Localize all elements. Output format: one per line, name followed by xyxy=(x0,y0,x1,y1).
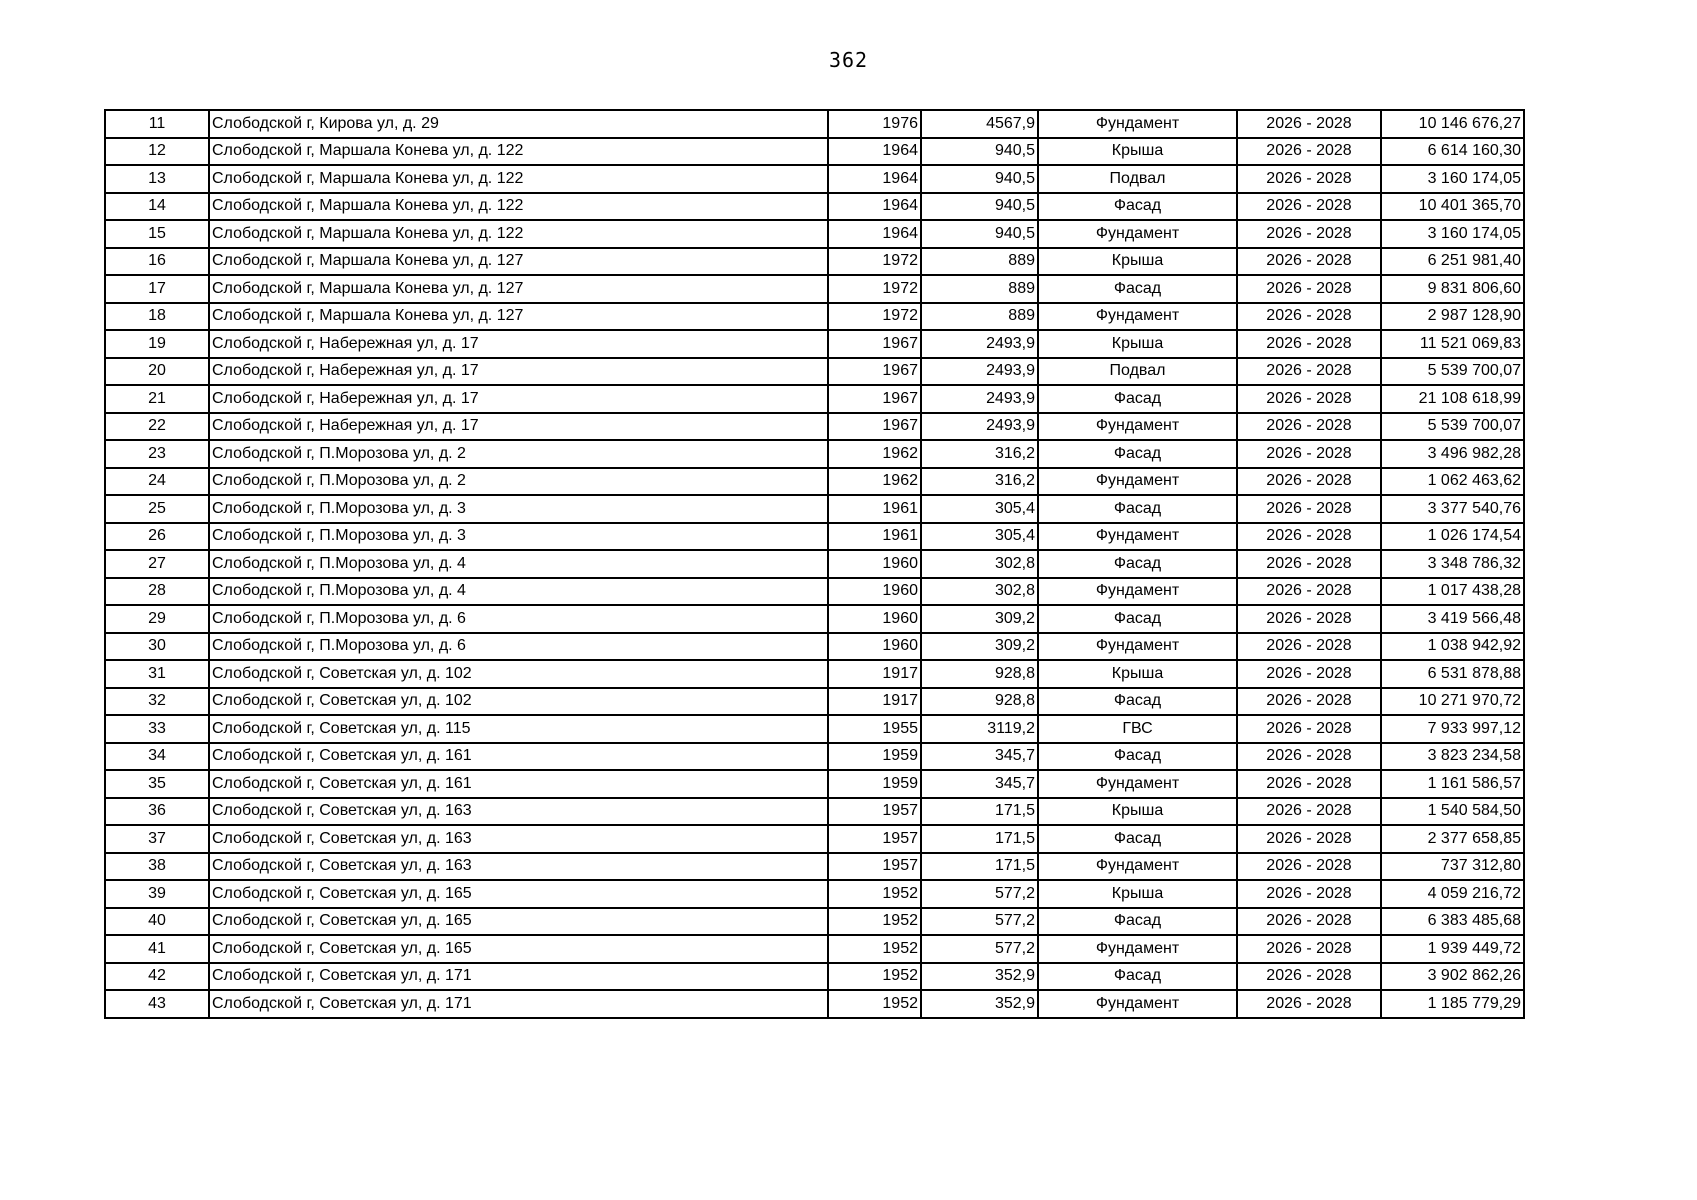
year-cell: 1972 xyxy=(828,275,921,303)
address-cell: Слободской г, П.Морозова ул, д. 3 xyxy=(209,495,828,523)
work-type-cell: Фундамент xyxy=(1038,633,1237,661)
row-number: 36 xyxy=(105,798,209,826)
year-cell: 1972 xyxy=(828,248,921,276)
row-number: 33 xyxy=(105,715,209,743)
address-cell: Слободской г, Маршала Конева ул, д. 122 xyxy=(209,220,828,248)
period-cell: 2026 - 2028 xyxy=(1237,550,1381,578)
work-type-cell: Фасад xyxy=(1038,688,1237,716)
area-cell: 940,5 xyxy=(921,193,1038,221)
address-cell: Слободской г, Маршала Конева ул, д. 127 xyxy=(209,248,828,276)
row-number: 14 xyxy=(105,193,209,221)
cost-cell: 737 312,80 xyxy=(1381,853,1524,881)
table-row xyxy=(105,468,1524,496)
row-number: 26 xyxy=(105,523,209,551)
period-cell: 2026 - 2028 xyxy=(1237,825,1381,853)
table-row xyxy=(105,798,1524,826)
area-cell: 171,5 xyxy=(921,825,1038,853)
year-cell: 1952 xyxy=(828,963,921,991)
cost-cell: 9 831 806,60 xyxy=(1381,275,1524,303)
row-number: 31 xyxy=(105,660,209,688)
table-row xyxy=(105,605,1524,633)
area-cell: 302,8 xyxy=(921,578,1038,606)
cost-cell: 3 496 982,28 xyxy=(1381,440,1524,468)
table-row xyxy=(105,440,1524,468)
period-cell: 2026 - 2028 xyxy=(1237,715,1381,743)
work-type-cell: Фасад xyxy=(1038,275,1237,303)
cost-cell: 6 531 878,88 xyxy=(1381,660,1524,688)
table-row xyxy=(105,248,1524,276)
row-number: 23 xyxy=(105,440,209,468)
table-row xyxy=(105,825,1524,853)
address-cell: Слободской г, Маршала Конева ул, д. 122 xyxy=(209,138,828,166)
year-cell: 1967 xyxy=(828,413,921,441)
address-cell: Слободской г, Советская ул, д. 163 xyxy=(209,853,828,881)
cost-cell: 10 401 365,70 xyxy=(1381,193,1524,221)
cost-cell: 2 377 658,85 xyxy=(1381,825,1524,853)
work-type-cell: Фасад xyxy=(1038,440,1237,468)
table-row xyxy=(105,358,1524,386)
work-type-cell: Фасад xyxy=(1038,495,1237,523)
year-cell: 1964 xyxy=(828,138,921,166)
table-row xyxy=(105,193,1524,221)
year-cell: 1959 xyxy=(828,770,921,798)
row-number: 12 xyxy=(105,138,209,166)
area-cell: 928,8 xyxy=(921,688,1038,716)
address-cell: Слободской г, Кирова ул, д. 29 xyxy=(209,110,828,138)
area-cell: 3119,2 xyxy=(921,715,1038,743)
period-cell: 2026 - 2028 xyxy=(1237,578,1381,606)
address-cell: Слободской г, Советская ул, д. 163 xyxy=(209,798,828,826)
period-cell: 2026 - 2028 xyxy=(1237,990,1381,1018)
work-type-cell: Фасад xyxy=(1038,193,1237,221)
cost-cell: 7 933 997,12 xyxy=(1381,715,1524,743)
work-type-cell: Фундамент xyxy=(1038,853,1237,881)
row-number: 35 xyxy=(105,770,209,798)
period-cell: 2026 - 2028 xyxy=(1237,633,1381,661)
table-row xyxy=(105,990,1524,1018)
year-cell: 1960 xyxy=(828,578,921,606)
period-cell: 2026 - 2028 xyxy=(1237,605,1381,633)
area-cell: 352,9 xyxy=(921,990,1038,1018)
period-cell: 2026 - 2028 xyxy=(1237,468,1381,496)
period-cell: 2026 - 2028 xyxy=(1237,330,1381,358)
table-row xyxy=(105,523,1524,551)
cost-cell: 3 823 234,58 xyxy=(1381,743,1524,771)
period-cell: 2026 - 2028 xyxy=(1237,853,1381,881)
work-type-cell: Фасад xyxy=(1038,825,1237,853)
table-row xyxy=(105,880,1524,908)
cost-cell: 6 614 160,30 xyxy=(1381,138,1524,166)
row-number: 37 xyxy=(105,825,209,853)
period-cell: 2026 - 2028 xyxy=(1237,440,1381,468)
address-cell: Слободской г, Советская ул, д. 165 xyxy=(209,908,828,936)
work-type-cell: Крыша xyxy=(1038,660,1237,688)
row-number: 39 xyxy=(105,880,209,908)
cost-cell: 1 017 438,28 xyxy=(1381,578,1524,606)
period-cell: 2026 - 2028 xyxy=(1237,138,1381,166)
year-cell: 1952 xyxy=(828,935,921,963)
work-type-cell: Фасад xyxy=(1038,385,1237,413)
table-row xyxy=(105,138,1524,166)
period-cell: 2026 - 2028 xyxy=(1237,798,1381,826)
table-row xyxy=(105,165,1524,193)
work-type-cell: Фундамент xyxy=(1038,990,1237,1018)
period-cell: 2026 - 2028 xyxy=(1237,385,1381,413)
table-row xyxy=(105,110,1524,138)
year-cell: 1960 xyxy=(828,633,921,661)
table-row xyxy=(105,743,1524,771)
address-cell: Слободской г, П.Морозова ул, д. 6 xyxy=(209,605,828,633)
work-type-cell: Крыша xyxy=(1038,248,1237,276)
area-cell: 2493,9 xyxy=(921,385,1038,413)
row-number: 28 xyxy=(105,578,209,606)
area-cell: 2493,9 xyxy=(921,330,1038,358)
work-type-cell: Фундамент xyxy=(1038,303,1237,331)
work-type-cell: Фундамент xyxy=(1038,413,1237,441)
work-type-cell: Фасад xyxy=(1038,963,1237,991)
row-number: 24 xyxy=(105,468,209,496)
year-cell: 1957 xyxy=(828,825,921,853)
area-cell: 928,8 xyxy=(921,660,1038,688)
address-cell: Слободской г, П.Морозова ул, д. 6 xyxy=(209,633,828,661)
address-cell: Слободской г, Маршала Конева ул, д. 127 xyxy=(209,303,828,331)
work-type-cell: Крыша xyxy=(1038,798,1237,826)
address-cell: Слободской г, Маршала Конева ул, д. 127 xyxy=(209,275,828,303)
year-cell: 1962 xyxy=(828,468,921,496)
area-cell: 940,5 xyxy=(921,138,1038,166)
year-cell: 1964 xyxy=(828,193,921,221)
year-cell: 1955 xyxy=(828,715,921,743)
address-cell: Слободской г, Советская ул, д. 115 xyxy=(209,715,828,743)
row-number: 32 xyxy=(105,688,209,716)
cost-cell: 21 108 618,99 xyxy=(1381,385,1524,413)
period-cell: 2026 - 2028 xyxy=(1237,110,1381,138)
row-number: 22 xyxy=(105,413,209,441)
year-cell: 1972 xyxy=(828,303,921,331)
work-type-cell: Крыша xyxy=(1038,880,1237,908)
period-cell: 2026 - 2028 xyxy=(1237,523,1381,551)
table-row xyxy=(105,908,1524,936)
work-type-cell: Крыша xyxy=(1038,138,1237,166)
area-cell: 940,5 xyxy=(921,220,1038,248)
period-cell: 2026 - 2028 xyxy=(1237,880,1381,908)
cost-cell: 1 062 463,62 xyxy=(1381,468,1524,496)
address-cell: Слободской г, Советская ул, д. 161 xyxy=(209,770,828,798)
cost-cell: 1 540 584,50 xyxy=(1381,798,1524,826)
row-number: 11 xyxy=(105,110,209,138)
area-cell: 309,2 xyxy=(921,633,1038,661)
area-cell: 171,5 xyxy=(921,798,1038,826)
year-cell: 1967 xyxy=(828,330,921,358)
row-number: 25 xyxy=(105,495,209,523)
table-row xyxy=(105,550,1524,578)
period-cell: 2026 - 2028 xyxy=(1237,743,1381,771)
table-row xyxy=(105,935,1524,963)
row-number: 20 xyxy=(105,358,209,386)
area-cell: 4567,9 xyxy=(921,110,1038,138)
address-cell: Слободской г, Советская ул, д. 161 xyxy=(209,743,828,771)
cost-cell: 6 251 981,40 xyxy=(1381,248,1524,276)
area-cell: 305,4 xyxy=(921,523,1038,551)
area-cell: 577,2 xyxy=(921,908,1038,936)
period-cell: 2026 - 2028 xyxy=(1237,935,1381,963)
row-number: 17 xyxy=(105,275,209,303)
address-cell: Слободской г, Советская ул, д. 165 xyxy=(209,935,828,963)
area-cell: 2493,9 xyxy=(921,413,1038,441)
cost-cell: 1 161 586,57 xyxy=(1381,770,1524,798)
area-cell: 309,2 xyxy=(921,605,1038,633)
address-cell: Слободской г, Маршала Конева ул, д. 122 xyxy=(209,165,828,193)
period-cell: 2026 - 2028 xyxy=(1237,688,1381,716)
work-type-cell: Фундамент xyxy=(1038,468,1237,496)
work-type-cell: Крыша xyxy=(1038,330,1237,358)
table-row xyxy=(105,385,1524,413)
work-type-cell: Подвал xyxy=(1038,165,1237,193)
row-number: 18 xyxy=(105,303,209,331)
work-type-cell: Фасад xyxy=(1038,908,1237,936)
area-cell: 352,9 xyxy=(921,963,1038,991)
address-cell: Слободской г, Маршала Конева ул, д. 122 xyxy=(209,193,828,221)
cost-cell: 1 185 779,29 xyxy=(1381,990,1524,1018)
area-cell: 2493,9 xyxy=(921,358,1038,386)
cost-cell: 3 160 174,05 xyxy=(1381,220,1524,248)
period-cell: 2026 - 2028 xyxy=(1237,495,1381,523)
area-cell: 940,5 xyxy=(921,165,1038,193)
area-cell: 345,7 xyxy=(921,770,1038,798)
table-row xyxy=(105,220,1524,248)
period-cell: 2026 - 2028 xyxy=(1237,303,1381,331)
row-number: 42 xyxy=(105,963,209,991)
work-type-cell: Фундамент xyxy=(1038,110,1237,138)
row-number: 16 xyxy=(105,248,209,276)
year-cell: 1962 xyxy=(828,440,921,468)
cost-cell: 10 146 676,27 xyxy=(1381,110,1524,138)
year-cell: 1917 xyxy=(828,688,921,716)
year-cell: 1960 xyxy=(828,550,921,578)
address-cell: Слободской г, П.Морозова ул, д. 2 xyxy=(209,468,828,496)
year-cell: 1961 xyxy=(828,495,921,523)
year-cell: 1952 xyxy=(828,990,921,1018)
work-type-cell: Фасад xyxy=(1038,605,1237,633)
row-number: 29 xyxy=(105,605,209,633)
table-row xyxy=(105,413,1524,441)
cost-cell: 3 902 862,26 xyxy=(1381,963,1524,991)
row-number: 19 xyxy=(105,330,209,358)
table-row xyxy=(105,660,1524,688)
period-cell: 2026 - 2028 xyxy=(1237,770,1381,798)
period-cell: 2026 - 2028 xyxy=(1237,660,1381,688)
year-cell: 1952 xyxy=(828,908,921,936)
year-cell: 1967 xyxy=(828,358,921,386)
year-cell: 1957 xyxy=(828,853,921,881)
year-cell: 1961 xyxy=(828,523,921,551)
cost-cell: 5 539 700,07 xyxy=(1381,413,1524,441)
year-cell: 1964 xyxy=(828,165,921,193)
cost-cell: 3 419 566,48 xyxy=(1381,605,1524,633)
year-cell: 1976 xyxy=(828,110,921,138)
address-cell: Слободской г, П.Морозова ул, д. 2 xyxy=(209,440,828,468)
address-cell: Слободской г, П.Морозова ул, д. 4 xyxy=(209,550,828,578)
address-cell: Слободской г, Набережная ул, д. 17 xyxy=(209,385,828,413)
work-type-cell: Фундамент xyxy=(1038,770,1237,798)
area-cell: 889 xyxy=(921,303,1038,331)
cost-cell: 3 348 786,32 xyxy=(1381,550,1524,578)
period-cell: 2026 - 2028 xyxy=(1237,275,1381,303)
address-cell: Слободской г, Советская ул, д. 163 xyxy=(209,825,828,853)
address-cell: Слободской г, Советская ул, д. 165 xyxy=(209,880,828,908)
area-cell: 345,7 xyxy=(921,743,1038,771)
row-number: 38 xyxy=(105,853,209,881)
table-row xyxy=(105,688,1524,716)
table-row xyxy=(105,578,1524,606)
row-number: 41 xyxy=(105,935,209,963)
row-number: 30 xyxy=(105,633,209,661)
page-number: 362 xyxy=(828,48,869,72)
cost-cell: 2 987 128,90 xyxy=(1381,303,1524,331)
area-cell: 577,2 xyxy=(921,935,1038,963)
cost-cell: 4 059 216,72 xyxy=(1381,880,1524,908)
table-row xyxy=(105,963,1524,991)
period-cell: 2026 - 2028 xyxy=(1237,165,1381,193)
table-row xyxy=(105,275,1524,303)
cost-cell: 3 160 174,05 xyxy=(1381,165,1524,193)
work-type-cell: Фундамент xyxy=(1038,578,1237,606)
area-cell: 889 xyxy=(921,248,1038,276)
address-cell: Слободской г, Советская ул, д. 102 xyxy=(209,688,828,716)
row-number: 43 xyxy=(105,990,209,1018)
address-cell: Слободской г, П.Морозова ул, д. 4 xyxy=(209,578,828,606)
address-cell: Слободской г, П.Морозова ул, д. 3 xyxy=(209,523,828,551)
address-cell: Слободской г, Советская ул, д. 171 xyxy=(209,990,828,1018)
year-cell: 1959 xyxy=(828,743,921,771)
area-cell: 316,2 xyxy=(921,440,1038,468)
row-number: 21 xyxy=(105,385,209,413)
address-cell: Слободской г, Советская ул, д. 102 xyxy=(209,660,828,688)
period-cell: 2026 - 2028 xyxy=(1237,193,1381,221)
work-type-cell: Фундамент xyxy=(1038,935,1237,963)
period-cell: 2026 - 2028 xyxy=(1237,248,1381,276)
repair-schedule-table xyxy=(104,109,1525,1019)
period-cell: 2026 - 2028 xyxy=(1237,220,1381,248)
area-cell: 171,5 xyxy=(921,853,1038,881)
work-type-cell: Фундамент xyxy=(1038,523,1237,551)
table-row xyxy=(105,303,1524,331)
table-body xyxy=(105,110,1524,1018)
year-cell: 1917 xyxy=(828,660,921,688)
year-cell: 1967 xyxy=(828,385,921,413)
cost-cell: 1 026 174,54 xyxy=(1381,523,1524,551)
row-number: 34 xyxy=(105,743,209,771)
year-cell: 1952 xyxy=(828,880,921,908)
work-type-cell: Фасад xyxy=(1038,743,1237,771)
row-number: 40 xyxy=(105,908,209,936)
work-type-cell: Подвал xyxy=(1038,358,1237,386)
cost-cell: 3 377 540,76 xyxy=(1381,495,1524,523)
row-number: 27 xyxy=(105,550,209,578)
year-cell: 1964 xyxy=(828,220,921,248)
table-row xyxy=(105,853,1524,881)
cost-cell: 5 539 700,07 xyxy=(1381,358,1524,386)
address-cell: Слободской г, Набережная ул, д. 17 xyxy=(209,358,828,386)
area-cell: 305,4 xyxy=(921,495,1038,523)
period-cell: 2026 - 2028 xyxy=(1237,358,1381,386)
address-cell: Слободской г, Набережная ул, д. 17 xyxy=(209,330,828,358)
cost-cell: 10 271 970,72 xyxy=(1381,688,1524,716)
year-cell: 1957 xyxy=(828,798,921,826)
table-row xyxy=(105,770,1524,798)
work-type-cell: ГВС xyxy=(1038,715,1237,743)
work-type-cell: Фундамент xyxy=(1038,220,1237,248)
cost-cell: 6 383 485,68 xyxy=(1381,908,1524,936)
address-cell: Слободской г, Советская ул, д. 171 xyxy=(209,963,828,991)
row-number: 15 xyxy=(105,220,209,248)
year-cell: 1960 xyxy=(828,605,921,633)
row-number: 13 xyxy=(105,165,209,193)
address-cell: Слободской г, Набережная ул, д. 17 xyxy=(209,413,828,441)
table-row xyxy=(105,633,1524,661)
table-row xyxy=(105,330,1524,358)
period-cell: 2026 - 2028 xyxy=(1237,963,1381,991)
area-cell: 577,2 xyxy=(921,880,1038,908)
work-type-cell: Фасад xyxy=(1038,550,1237,578)
cost-cell: 1 939 449,72 xyxy=(1381,935,1524,963)
area-cell: 302,8 xyxy=(921,550,1038,578)
cost-cell: 11 521 069,83 xyxy=(1381,330,1524,358)
period-cell: 2026 - 2028 xyxy=(1237,908,1381,936)
table-row xyxy=(105,495,1524,523)
area-cell: 316,2 xyxy=(921,468,1038,496)
area-cell: 889 xyxy=(921,275,1038,303)
cost-cell: 1 038 942,92 xyxy=(1381,633,1524,661)
table-row xyxy=(105,715,1524,743)
period-cell: 2026 - 2028 xyxy=(1237,413,1381,441)
